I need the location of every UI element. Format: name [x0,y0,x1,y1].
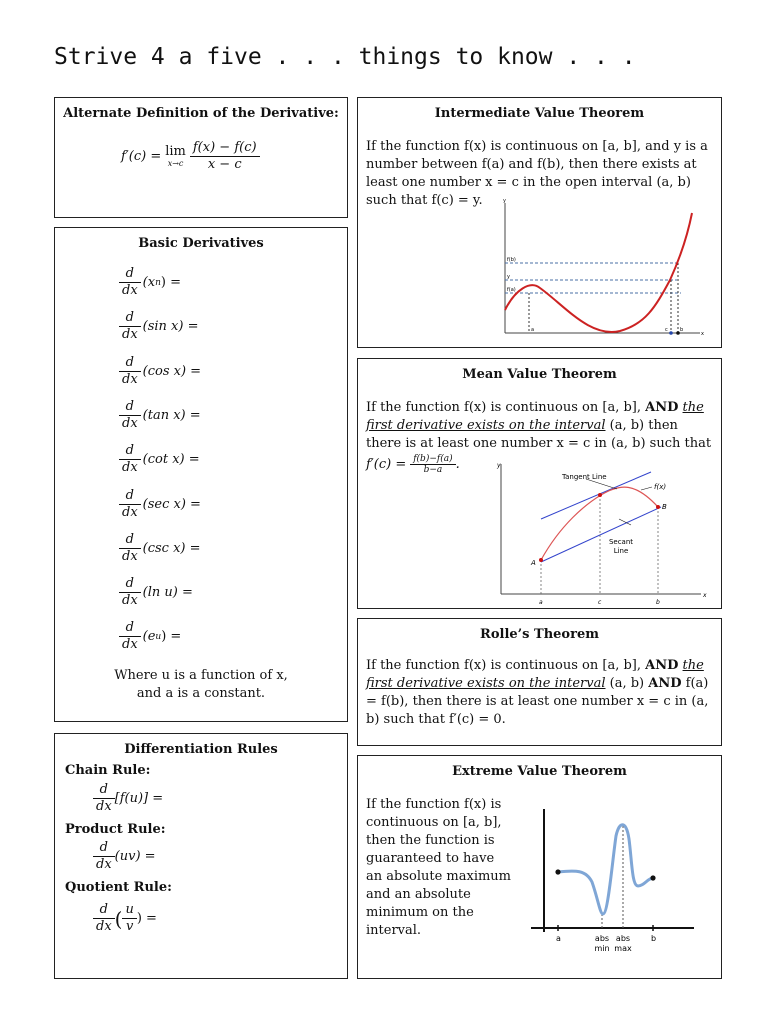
chain-ddx [93,782,115,815]
evt-label-absmin1: abs [594,934,610,943]
d: d [119,532,141,549]
d: d [93,782,115,799]
mvt-text [366,399,712,453]
alt-def-lim [165,145,186,169]
derivative-row [119,532,201,565]
dx: dx [122,371,138,387]
ivt-title: Intermediate Value Theorem [434,106,645,121]
mvt-text-ul: the first derivative exists on the interval [366,400,704,433]
quotient-formula [93,902,157,935]
derivative-row [119,488,201,521]
d: d [119,443,141,460]
basic-derivatives-title: Basic Derivatives [138,236,264,251]
rolle-text-3: f(a) = f(b), then there is at least one number x = c in (a, b) such that f′(c) = 0. [366,676,709,727]
mvt-formula-end: . [455,457,460,472]
ivt-label-b: b [680,327,684,333]
ivt-label-yy: y [507,274,510,280]
d: d [119,488,141,505]
evt-curve [558,825,653,914]
page-title: Strive 4 a five . . . things to know . . . [54,44,636,70]
derivative-close: ) = [160,275,181,290]
alt-def-box [54,97,348,218]
quotient-den: v [125,919,134,934]
evt-box [357,755,722,979]
evt-label-absmin2: min [594,944,610,953]
derivative-row [119,266,181,299]
derivative-row [119,310,199,343]
dx: dx [122,548,138,564]
derivative-row [119,399,201,432]
dx: dx [96,799,112,814]
evt-label-a: a [556,934,561,943]
ivt-label-fa: f(a) [507,287,516,293]
alt-def-frac [190,140,260,173]
mvt-label-y-axis: y [497,462,501,469]
quotient-label: Quotient Rule: [65,880,172,895]
d: d [119,576,141,593]
ivt-curve [505,213,692,332]
dx: dx [122,637,138,653]
evt-label-absmax1: abs [615,934,631,943]
ddx [119,620,141,653]
d: d [119,620,141,637]
mvt-label-tangent: Tangent Line [562,473,607,481]
evt-point-a [555,869,560,874]
ivt-label-fb: f(b) [507,257,516,263]
rolle-box [357,618,722,746]
mvt-label-a: a [539,599,543,606]
evt-label-b: b [651,934,657,943]
quotient-uv [122,902,136,935]
lim-sub: x→c [167,158,184,168]
alt-def-den: x − c [207,157,242,172]
ddx [119,266,141,299]
dx: dx [122,415,138,431]
derivative-row [119,355,201,388]
diff-rules-box [54,733,348,979]
alt-def-title: Alternate Definition of the Derivative: [63,106,339,121]
ddx [119,310,141,343]
mvt-point-b [656,505,660,509]
mvt-formula-num: f(b)−f(a) [410,454,455,465]
mvt-text-1: If the function f(x) is continuous on [a, b], [366,400,641,415]
derivative-row [119,576,193,609]
quotient-open: ( [114,906,123,931]
alt-def-num: f(x) − f(c) [190,140,260,157]
mvt-label-secant1: Secant [608,538,634,546]
product-ddx [93,840,115,873]
evt-label-absmax2: max [614,944,632,953]
dx: dx [122,460,138,476]
mvt-formula-lhs: f′(c) = [366,457,407,472]
mvt-graph [491,459,713,609]
product-expr: (uv) = [114,849,156,864]
mvt-fx-arrow [641,487,652,490]
ddx [119,576,141,609]
deriv-note [55,667,347,703]
mvt-label-c: c [598,599,602,606]
ivt-graph [495,198,715,343]
derivative-close: ) = [161,629,182,645]
alt-def-formula [121,140,260,173]
chain-formula [93,782,163,815]
mvt-formula-frac [410,454,455,475]
d: d [93,902,115,919]
ivt-label-a: a [531,327,535,333]
dx: dx [122,283,138,298]
mvt-label-A: A [531,559,536,567]
mvt-label-b: b [656,599,660,606]
rolle-text-ul: the first derivative exists on the interval [366,658,704,691]
deriv-note-line1: Where u is a function of x, [114,668,288,683]
derivative-row [119,620,181,653]
ivt-text: If the function f(x) is continuous on [a, b], and y is a number between f(a) and f(b), then there exists at least one number x = c in the open interval (a, b) such that f(c) = y. [366,139,708,208]
ivt-label-c: c [665,327,668,333]
rolle-title: Rolle’s Theorem [480,627,599,642]
derivative-expr: (sin x) = [142,319,199,335]
mvt-curve [541,487,658,560]
deriv-note-line2: and a is a constant. [136,686,266,701]
mvt-formula-den: b−a [423,465,443,475]
derivative-row [119,443,200,476]
mvt-title: Mean Value Theorem [462,367,617,382]
chain-label: Chain Rule: [65,763,151,778]
dx: dx [122,504,138,520]
evt-graph [526,804,701,959]
ivt-label-x: x [701,331,704,337]
mvt-point-c [598,493,602,497]
product-formula [93,840,156,873]
dx: dx [96,919,112,934]
derivative-expr: (csc x) = [142,540,201,556]
rolle-text [366,657,712,729]
ivt-box [357,97,722,348]
evt-title: Extreme Value Theorem [452,764,627,779]
derivative-expr: (cos x) = [142,363,202,379]
evt-point-b [650,875,655,880]
mvt-label-x: x [703,592,707,599]
dx: dx [122,593,138,609]
d: d [119,355,141,372]
quotient-num: u [122,902,136,919]
mvt-and: AND [645,400,679,415]
rolle-text-2: (a, b) [609,676,645,691]
quotient-close: ) = [136,911,157,926]
mvt-secant-line [541,507,661,562]
ddx [119,443,141,476]
derivative-expr: (tan x) = [142,407,201,423]
rolle-text-1: If the function f(x) is continuous on [a, b], [366,658,641,673]
d: d [119,266,141,283]
quotient-ddx [93,902,115,935]
derivative-expr: (sec x) = [142,496,201,512]
ddx [119,355,141,388]
mvt-point-a [539,558,543,562]
ivt-point-c [669,331,673,335]
dx: dx [96,857,112,872]
mvt-label-B: B [662,503,667,511]
product-label: Product Rule: [65,822,166,837]
derivative-expr: (cot x) = [142,452,200,468]
ivt-label-y-axis: y [503,198,506,204]
ddx [119,488,141,521]
basic-derivatives-box [54,227,348,722]
mvt-label-fx: f(x) [654,483,667,491]
derivative-expr: (ln u) = [142,585,193,601]
alt-def-lhs: f′(c) = [121,149,162,164]
mvt-formula [366,454,460,475]
ddx [119,399,141,432]
mvt-box [357,358,722,609]
derivative-expr: (e [142,629,156,645]
derivative-expr: (x [142,275,156,290]
mvt-label-secant2: Line [613,547,629,555]
rolle-and2: AND [648,676,682,691]
dx: dx [122,327,138,343]
chain-expr: [f(u)] = [114,791,164,806]
evt-text: If the function f(x) is continuous on [a, b], then the function is guaranteed to have an absolute maximum and an absolute minimum on the interval. [366,797,511,938]
d: d [93,840,115,857]
d: d [119,310,141,327]
d: d [119,399,141,416]
lim-text: lim [165,143,186,159]
mvt-text-2: (a, b) then there is at least one number x = c in (a, b) such that [366,418,712,451]
rolle-and: AND [645,658,679,673]
diff-rules-title: Differentiation Rules [124,742,278,757]
ddx [119,532,141,565]
derivative-sup: u [155,631,162,642]
derivative-sup: n [155,277,161,288]
